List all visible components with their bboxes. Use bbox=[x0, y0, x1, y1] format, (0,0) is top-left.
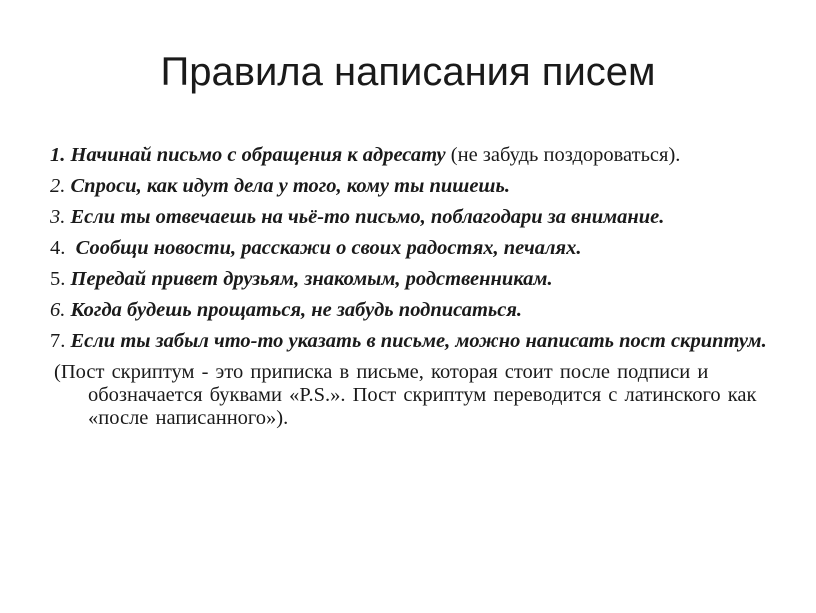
rules-list bbox=[50, 144, 770, 430]
rule-item-2 bbox=[50, 175, 770, 198]
rule-item-1 bbox=[50, 144, 770, 167]
rule-number: 6. bbox=[50, 299, 66, 321]
rule-text-emphasis: Начинай письмо с обращения к адресату bbox=[70, 144, 446, 166]
rule-text-emphasis: Передай привет друзьям, знакомым, родственникам. bbox=[70, 268, 553, 290]
rule-number: 4. bbox=[50, 237, 66, 259]
rule-item-5 bbox=[50, 268, 770, 291]
rule-item-4 bbox=[50, 237, 770, 260]
rule-text-plain: (не забудь поздороваться). bbox=[445, 144, 681, 166]
rule-number: 3. bbox=[50, 206, 66, 228]
rule-item-7 bbox=[50, 330, 770, 353]
rule-text-emphasis: Сообщи новости, расскажи о своих радостях, печалях. bbox=[75, 237, 582, 259]
rule-text-emphasis: Спроси, как идут дела у того, кому ты пишешь. bbox=[70, 175, 510, 197]
rule-item-6 bbox=[50, 299, 770, 322]
rule-number: 7. bbox=[50, 330, 66, 352]
rule-number: 5. bbox=[50, 268, 66, 290]
rule-text-emphasis: Если ты забыл что-то указать в письме, можно написать пост скриптум. bbox=[70, 330, 767, 352]
rule-item-3 bbox=[50, 206, 770, 229]
rule-number: 1. bbox=[50, 144, 66, 166]
rule-number: 2. bbox=[50, 175, 66, 197]
rule-text-emphasis: Когда будешь прощаться, не забудь подписаться. bbox=[70, 299, 523, 321]
postscript-note: (Пост скриптум - это приписка в письме, которая стоит после подписи и обозначается буквами «P.S.». Пост скриптум переводится с латинского как «после написанного»). bbox=[54, 361, 757, 429]
rule-text-emphasis: Если ты отвечаешь на чьё-то письмо, поблагодари за внимание. bbox=[70, 206, 665, 228]
slide-title: Правила написания писем bbox=[160, 50, 656, 94]
